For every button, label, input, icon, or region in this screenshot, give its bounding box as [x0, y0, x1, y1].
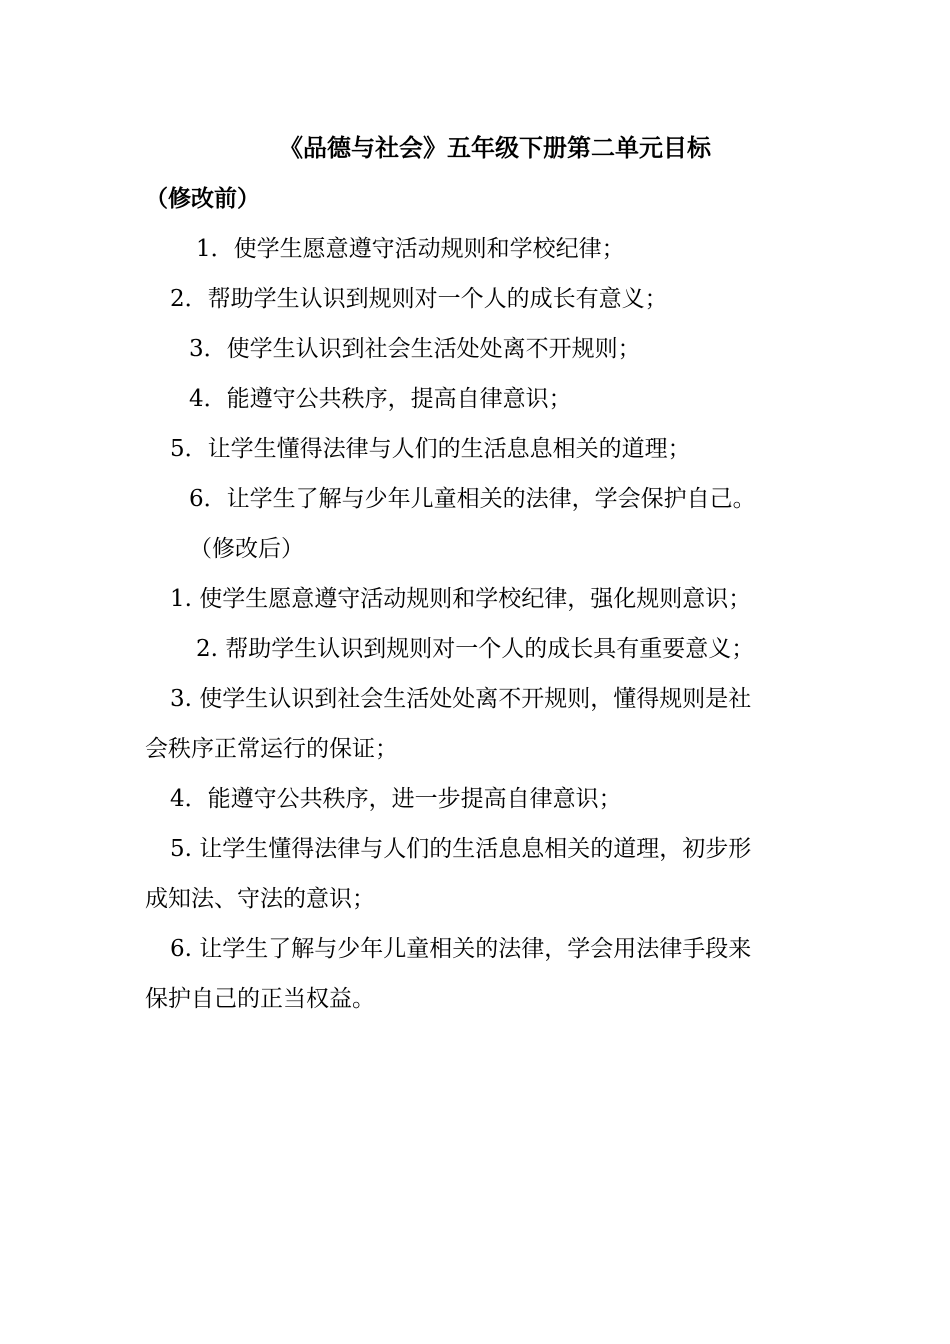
before-item-1: 1．使学生愿意遵守活动规则和学校纪律；: [196, 236, 625, 262]
after-item-1: 1. 使学生愿意遵守活动规则和学校纪律，强化规则意识；: [170, 586, 752, 612]
after-item-6-continued: 保护自己的正当权益。: [145, 986, 375, 1012]
before-item-3: 3．使学生认识到社会生活处处离不开规则；: [189, 336, 641, 362]
after-item-5-continued: 成知法、守法的意识；: [145, 886, 375, 912]
before-item-6: 6．让学生了解与少年儿童相关的法律，学会保护自己。: [189, 486, 756, 512]
after-item-3: 3. 使学生认识到社会生活处处离不开规则，懂得规则是社: [170, 686, 752, 712]
document-title: 《品德与社会》五年级下册第二单元目标: [279, 133, 711, 162]
after-item-5: 5. 让学生懂得法律与人们的生活息息相关的道理，初步形: [170, 836, 752, 862]
before-heading: （修改前）: [145, 185, 260, 212]
after-heading-text: （修改后）: [189, 536, 304, 562]
after-heading: [189, 534, 304, 564]
after-item-2: 2. 帮助学生认识到规则对一个人的成长具有重要意义；: [196, 636, 755, 662]
after-item-4: 4．能遵守公共秩序，进一步提高自律意识；: [170, 786, 622, 812]
after-item-6: 6. 让学生了解与少年儿童相关的法律，学会用法律手段来: [170, 936, 752, 962]
before-item-2: 2．帮助学生认识到规则对一个人的成长有意义；: [170, 286, 668, 312]
before-item-4: 4．能遵守公共秩序，提高自律意识；: [189, 386, 572, 412]
after-item-3-continued: 会秩序正常运行的保证；: [145, 736, 398, 762]
before-item-5: 5．让学生懂得法律与人们的生活息息相关的道理；: [170, 436, 691, 462]
